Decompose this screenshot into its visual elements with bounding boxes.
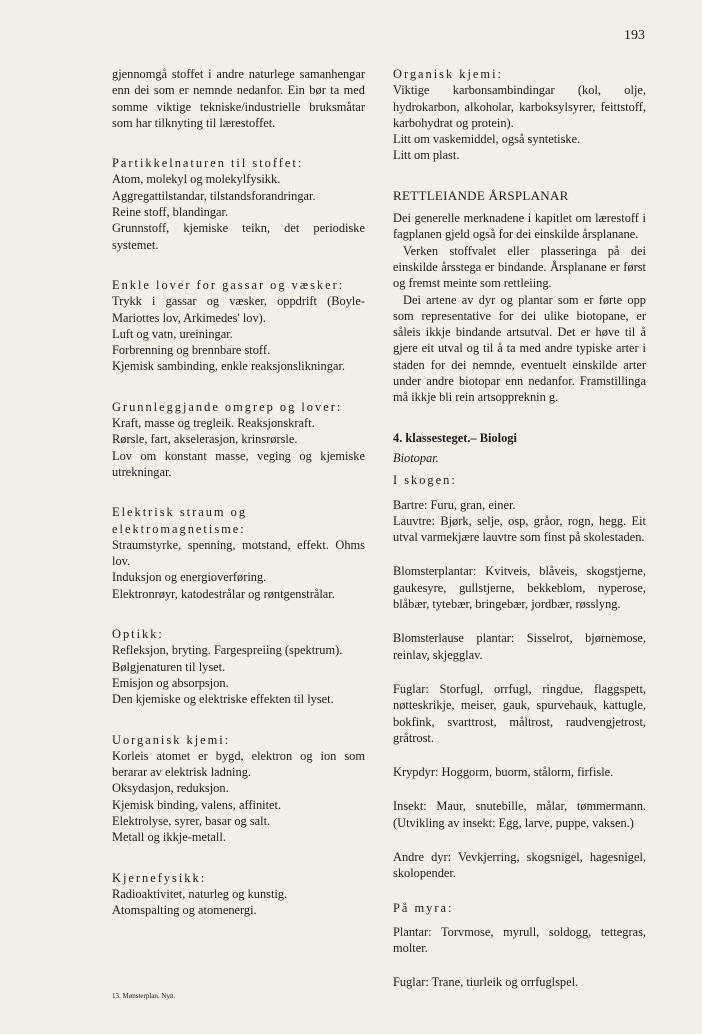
species-list: Blomsterlause plantar: Sisselrot, bjørnemose, reinlav, skjegglav. [393,631,646,662]
species-list: Krypdyr: Hoggorm, buorm, stålorm, firfisle. [393,765,614,780]
section-title: Partikkelnaturen til stoffet: [112,156,304,171]
section-annual-plans [393,188,646,406]
section-title: Elektrisk straum og elektromagnetisme: [112,505,248,536]
section-line: Rørsle, fart, akselerasjon, krinsrørsle. [112,432,298,447]
species-list: Fuglar: Storfugl, orrfugl, ringdue, flaggspett, nøtteskrikje, meiser, gauk, spurvehauk, kattugle, bokfink, svarttrost, måltrost, raudvengjetrost, gråtrost. [393,681,646,745]
section-line: Kjemisk binding, valens, affinitet. [112,797,282,812]
right-column [393,66,646,991]
paragraph: Dei artene av dyr og plantar som er førte opp som representative for dei ulike biotopane, er såleis ikkje bindande artsutval. Det er høve til å gjere eit utval og til å ta med andre typiske arter i staden for dei nemnde, eventuelt einskilde arter under andre biotopar enn nedanfor. Framstillinga må ikkje bli rein artsoppreknin g. [393,292,646,405]
section-title: Grunnleggjande omgrep og lover: [112,399,343,414]
species-list: Blomsterplantar: Kvitveis, blåveis, skogstjerne, gaukesyre, gullstjerne, bekkeblom, nyperose, blåbær, tytebær, bringebær, jordbær, røsslyng. [393,564,646,612]
section-title: Organisk kjemi: [393,67,503,81]
species-list: Fuglar: Trane, tiurleik og orrfuglspel. [393,975,579,990]
section-gas-laws [112,277,365,375]
section-title: Enkle lover for gassar og væsker: [112,277,345,292]
section-line: Viktige karbonsambindingar (kol, olje, hydrokarbon, alkoholar, karboksylsyrer, feittstoff, karbohydrat og protein). [393,83,646,130]
section-title: Kjernefysikk: [112,870,207,885]
section-title: Uorganisk kjemi: [112,732,231,747]
section-line: Den kjemiske og elektriske effekten til lyset. [112,692,334,707]
section-electricity [112,504,365,602]
section-line: Oksydasjon, reduksjon. [112,781,229,796]
section-line: Elektronrøyr, katodestrålar og røntgenstrålar. [112,586,335,601]
section-line: Forbrenning og brennbare stoff. [112,343,271,358]
species-list: Insekt: Maur, snutebille, målar, tømmermann. (Utvikling av insekt: Egg, larve, puppe, vaksen.) [393,799,646,830]
section-line: Refleksjon, bryting. Fargespreiing (spektrum). [112,643,343,658]
species-list: Andre dyr: Vevkjerring, skogsnigel, hagesnigel, skolopender. [393,849,646,881]
section-line: Emisjon og absorpsjon. [112,675,229,690]
section-inorganic [112,732,365,846]
section-line: Kraft, masse og tregleik. Reaksjonskraft. [112,416,315,431]
paragraph: Dei generelle merknadene i kapitlet om lærestoff i fagplanen gjeld også for dei einskilde årsplanane. [393,211,646,242]
section-particles [112,155,365,253]
section-line: Aggregattilstandar, tilstandsforandringar. [112,188,316,203]
section-line: Straumstyrke, spenning, motstand, effekt. Ohms lov. [112,537,365,569]
section-nuclear [112,870,365,919]
section-title: Optikk: [112,627,164,642]
footnote: 13. Mønsterplan. Nyn. [112,992,176,1000]
intro-paragraph: gjennomgå stoffet i andre naturlege samanhengar enn dei som er nemnde nedanfor. Ein bør ta med somme viktige tekniske/industrielle bruksmåtar som har tilknyting til lærestoffet. [112,67,365,130]
section-line: Grunnstoff, kjemiske teikn, det periodiske systemet. [112,221,365,252]
section-line: Bølgjenaturen til lyset. [112,659,226,674]
species-list: Plantar: Torvmose, myrull, soldogg, tettegras, molter. [393,924,646,956]
section-basic-concepts [112,399,365,480]
section-line: Reine stoff, blandingar. [112,205,229,220]
species-list: Lauvtre: Bjørk, selje, osp, gråor, rogn, hegg. Eit utval varmekjære lauvtre som finst på skolestaden. [393,513,646,545]
section-line: Radioaktivitet, naturleg og kunstig. [112,886,288,901]
section-line: Litt om vaskemiddel, også syntetiske. [393,132,581,147]
section-line: Metall og ikkje-metall. [112,830,226,845]
section-organic [393,66,646,164]
section-line: Trykk i gassar og væsker, oppdrift (Boyle-Mariottes lov, Arkimedes' lov). [112,294,365,325]
section-optics [112,626,365,707]
section-line: Litt om plast. [393,148,460,163]
section-line: Induksjon og energioverføring. [112,570,267,585]
section-line: Elektrolyse, syrer, basar og salt. [112,813,271,828]
section-line: Lov om konstant masse, veging og kjemiske utrekningar. [112,448,365,479]
biotope-title: På myra: [393,900,454,915]
section-line: Korleis atomet er bygd, elektron og ion som berarar av elektrisk ladning. [112,748,365,780]
section-heading: RETTLEIANDE ÅRSPLANAR [393,187,569,203]
grade-heading: 4. klassesteget.– Biologi [393,430,517,445]
species-list: Bartre: Furu, gran, einer. [393,497,516,512]
section-line: Luft og vatn, ureiningar. [112,326,233,341]
grade-subtitle: Biotopar. [393,450,439,465]
section-line: Kjemisk sambinding, enkle reaksjonslikningar. [112,359,345,374]
section-line: Atom, molekyl og molekylfysikk. [112,172,281,187]
section-grade-4 [393,430,646,991]
paragraph: Verken stoffvalet eller plasseringa på dei einskilde årsstega er bindande. Årsplanane er først og fremst meinte som rettleiing. [393,243,646,291]
biotope-title: I skogen: [393,473,457,488]
section-line: Atomspalting og atomenergi. [112,903,257,918]
page-number: 193 [624,28,645,43]
left-column [112,66,365,942]
